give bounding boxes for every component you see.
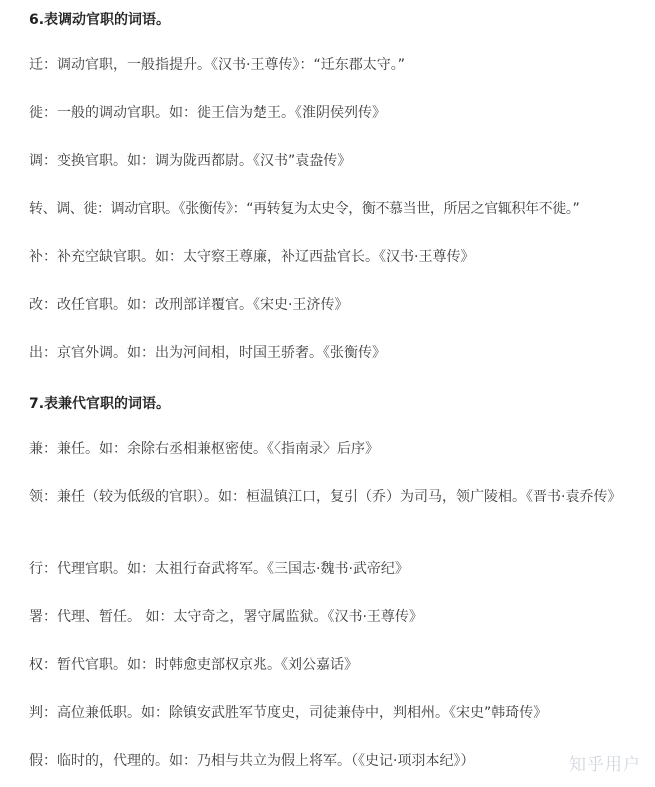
section-heading-7: 7.表兼代官职的词语。 <box>29 396 171 412</box>
term-diao: 调：变换官职。如：调为陇西都尉。《汉书”袁盎传》 <box>29 153 352 169</box>
term-jia: 假：临时的，代理的。如：乃相与共立为假上将军。（《史记·项羽本纪》） <box>29 753 475 769</box>
term-qian: 迁：调动官职，一般指提升。《汉书·王尊传》：“迁东郡太守。” <box>29 57 405 73</box>
term-xing: 行：代理官职。如：太祖行奋武将军。《三国志·魏书·武帝纪》 <box>29 561 409 577</box>
term-pan: 判：高位兼低职。如：除镇安武胜军节度史，司徒兼侍中，判相州。《宋史”韩琦传》 <box>29 705 548 721</box>
term-shu: 署：代理、暂任。 如：太守奇之，署守属监狱。《汉书·王尊传》 <box>29 609 423 625</box>
term-jian: 兼：兼任。如：余除右丞相兼枢密使。《〈指南录〉后序》 <box>29 441 379 457</box>
term-zhuan-diao-xi: 转、调、徙：调动官职。《张衡传》：“再转复为太史令，衡不慕当世，所居之官辄积年不徙。” <box>29 201 580 217</box>
term-chu: 出：京官外调。如：出为河间相，时国王骄奢。《张衡传》 <box>29 345 386 361</box>
term-gai: 改：改任官职。如：改刑部详覆官。《宋史·王济传》 <box>29 297 349 313</box>
term-bu: 补：补充空缺官职。如：太守察王尊廉，补辽西盐官长。《汉书·王尊传》 <box>29 249 475 265</box>
section-heading-6: 6.表调动官职的词语。 <box>29 12 171 28</box>
term-xi: 徙：一般的调动官职。如：徙王信为楚王。《淮阴侯列传》 <box>29 105 386 121</box>
term-ling: 领：兼任（较为低级的官职）。如：桓温镇江口，复引（乔）为司马，领广陵相。《晋书·袁乔传》 <box>29 489 622 505</box>
watermark-text: 知乎用户 <box>569 755 641 775</box>
term-quan: 权：暂代官职。如：时韩愈吏部权京兆。《刘公嘉话》 <box>29 657 358 673</box>
